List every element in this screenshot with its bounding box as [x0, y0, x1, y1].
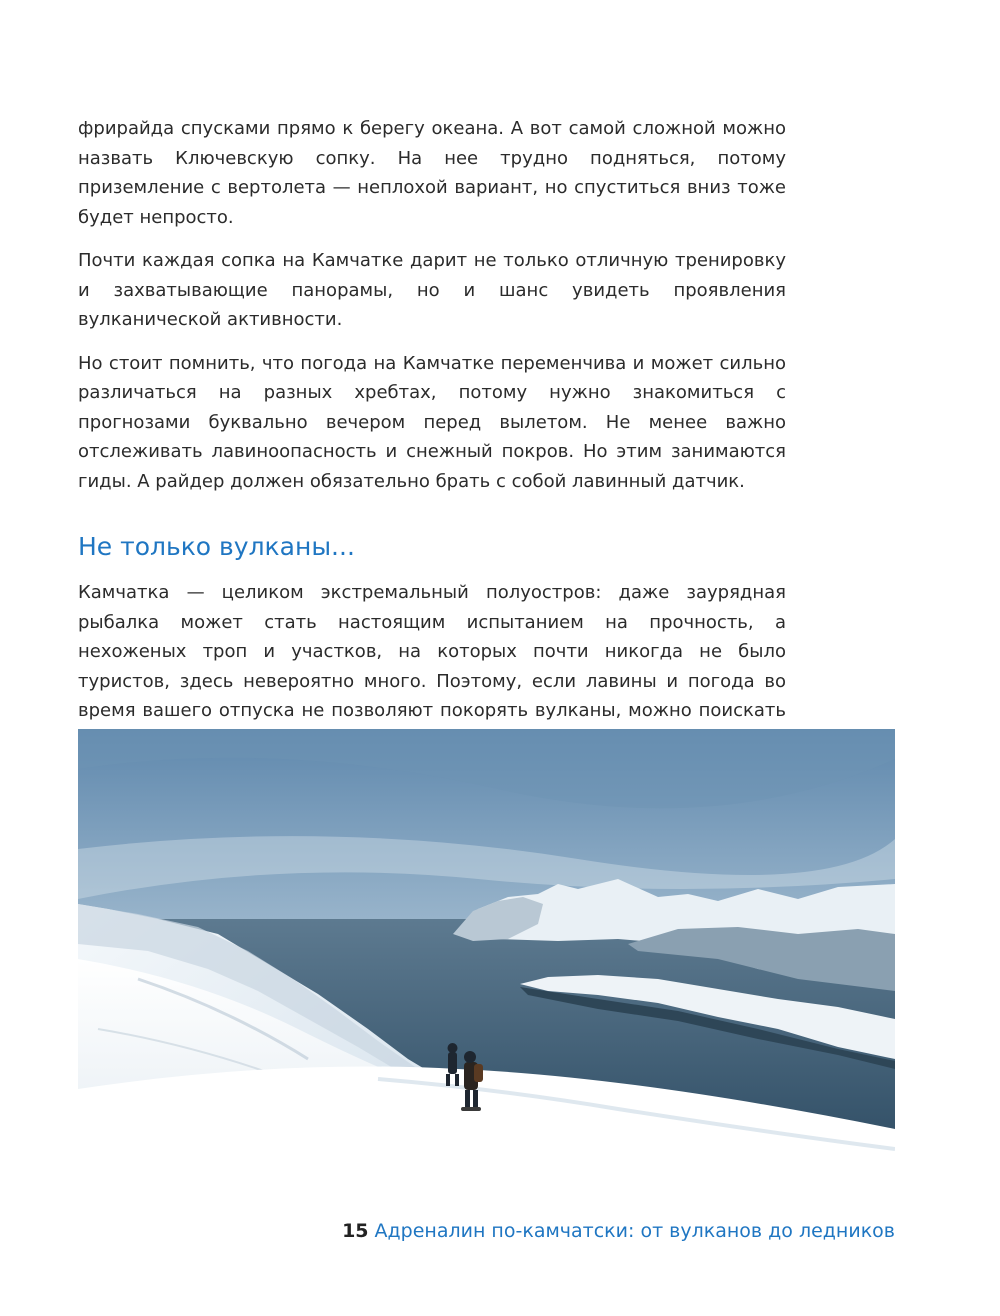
- section-paragraph: Камчатка — целиком экстремальный полуостров: даже заурядная рыбалка может стать настоящим испытанием на прочность, а нехоженых троп и участков, на которых почти никогда не было туристов, здесь невероятно много. Поэтому, если лавины и погода во время вашего отпуска не позволяют покорять вулканы, можно поискать: [78, 582, 786, 721]
- footer-title: Адреналин по-камчатски: от вулканов до ледников: [374, 1220, 895, 1242]
- article-body: [78, 114, 786, 769]
- kamchatka-skiing-photo: [78, 729, 895, 1176]
- page-number: 15: [342, 1220, 369, 1242]
- paragraph-2: Почти каждая сопка на Камчатке дарит не только отличную тренировку и захватывающие панорамы, но и шанс увидеть проявления вулканической активности.: [78, 250, 786, 330]
- paragraph-3: Но стоит помнить, что погода на Камчатке переменчива и может сильно различаться на разных хребтах, потому нужно знакомиться с прогнозами буквально вечером перед вылетом. Не менее важно отслеживать лавиноопасность и снежный покров. Но этим занимаются гиды. А райдер должен обязательно брать с собой лавинный датчик.: [78, 352, 786, 492]
- section-heading: Не только вулканы...: [78, 532, 355, 561]
- page-footer: [342, 1218, 895, 1244]
- paragraph-1: фрирайда спусками прямо к берегу океана. А вот самой сложной можно назвать Ключевскую сопку. На нее трудно подняться, потому приземление с вертолета — неплохой вариант, но спуститься вниз тоже будет непросто.: [78, 118, 786, 228]
